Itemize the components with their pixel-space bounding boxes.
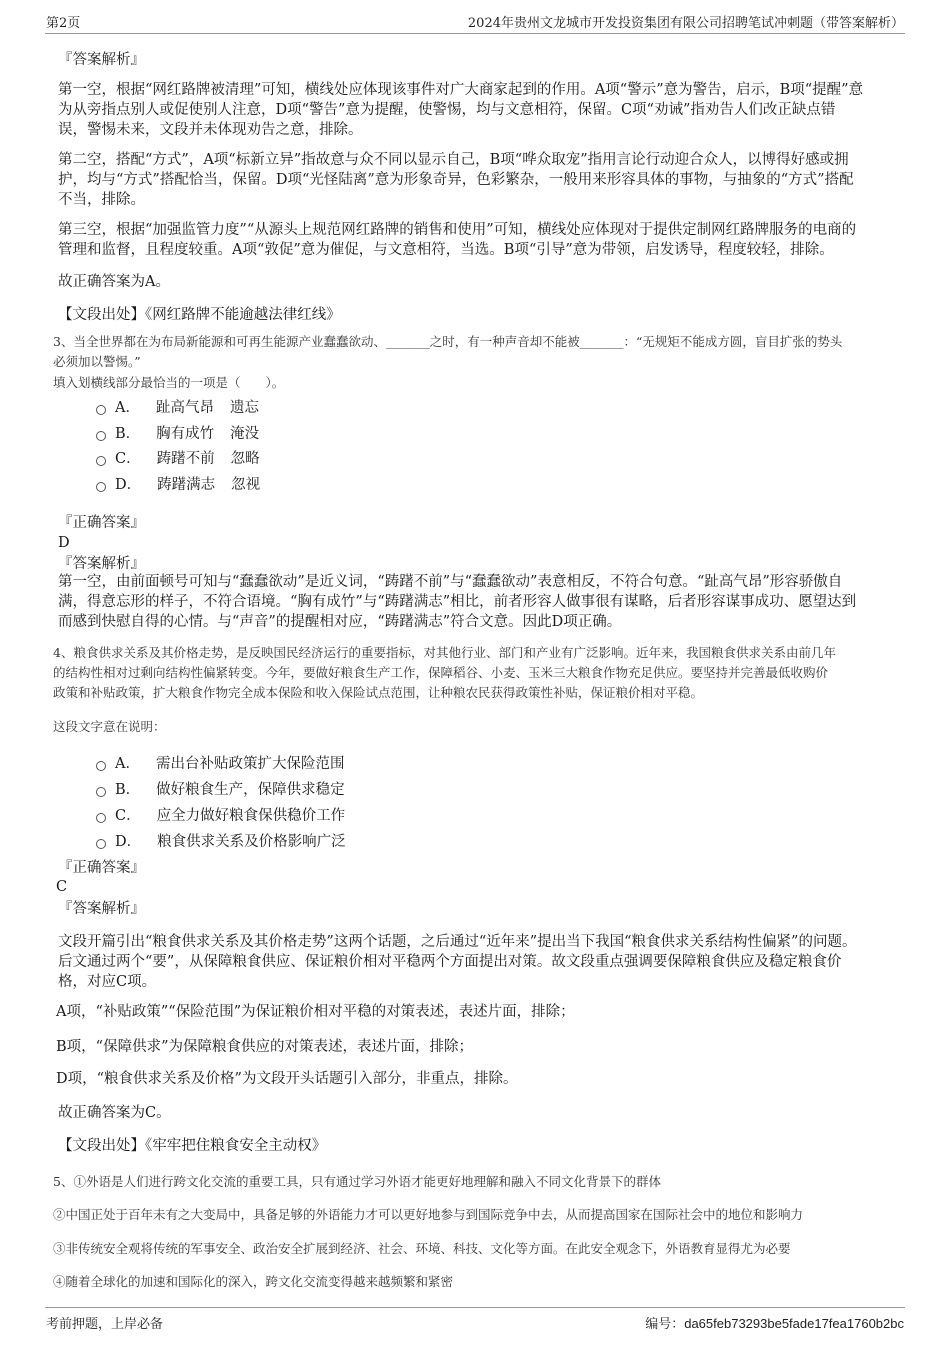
q3-prompt: 填入划横线部分最恰当的一项是（ ）。 [53,375,285,390]
text-line: 格，对应C项。 [58,974,157,990]
analysis-label: 『答案解析』 [58,52,145,68]
document-code [645,1313,904,1332]
option-letter: D． [115,477,142,493]
radio-icon[interactable] [96,456,106,466]
text-line: 第一空，根据“网红路牌被清理”可知，横线处应体现该事件对广大商家起到的作用。A项“警示”意为警告，启示，B项“提醒”意 [58,82,864,98]
header-rule [45,33,905,34]
option-word-2: 忽略 [230,451,260,467]
radio-icon[interactable] [96,482,106,492]
option-word-1: 胸有成竹 [156,426,215,442]
radio-icon[interactable] [96,405,106,415]
text-line: 的结构性相对过剩向结构性偏紧转变。今年，要做好粮食生产工作，保障稻谷、小麦、玉米三大粮食作物充足供应。要坚持并完善最低收购价 [53,665,829,680]
radio-icon[interactable] [96,431,106,441]
q2-analysis-paragraph-3 [58,220,898,260]
q3-option-b[interactable] [96,422,259,443]
radio-icon[interactable] [96,813,106,823]
option-word-2: 遗忘 [229,400,259,416]
text-line: 第一空，由前面顿号可知与“蠢蠢欲动”是近义词，“踌躇不前”与“蠢蠢欲动”表意相反，不符合句意。“趾高气昂”形容骄傲自 [58,574,843,590]
q2-conclusion: 故正确答案为A。 [58,274,170,290]
text-line: 必须加以警惕。” [53,354,141,369]
option-word-1: 踌躇满志 [157,477,216,493]
radio-icon[interactable] [96,839,106,849]
q3-analysis-label: 『答案解析』 [58,556,145,572]
option-text: 应全力做好粮食保供稳价工作 [156,808,346,824]
document-title: 2024年贵州文龙城市开发投资集团有限公司招聘笔试冲刺题（带答案解析） [467,16,904,31]
text-line: 护，均与“方式”搭配恰当，保留。D项“光怪陆离”意为形象奇异，色彩繁杂，一般用来形容具体的事物，与抽象的“方式”搭配 [58,172,854,188]
option-text: 需出台补贴政策扩大保险范围 [155,756,345,772]
text-line: 为从旁指点别人或促使别人注意，D项“警告”意为提醒，使警惕，均与文意相符，保留。C项“劝诫”指劝告人们改正缺点错 [58,102,836,118]
q5-sentence-4: ④随着全球化的加速和国际化的深入，跨文化交流变得越来越频繁和紧密 [53,1274,454,1289]
text-line: 后文通过两个“要”，从保障粮食供应、保证粮价相对平稳两个方面提出对策。故文段重点强调要保障粮食供应及稳定粮食价 [58,954,842,970]
q4-option-c[interactable] [96,804,345,825]
q3-option-d[interactable] [96,473,260,494]
text-line: 政策和补贴政策，扩大粮食作物完全成本保险和收入保险试点范围，让种粮农民获得政策性补贴，保证粮价相对平稳。 [53,685,704,700]
q3-option-a[interactable] [96,396,259,417]
code-value: da65feb73293be5fade17fea1760b2bc [684,1316,904,1331]
text-line: 满，得意忘形的样子，不符合语境。“胸有成竹”与“踌躇满志”相比，前者形容人做事很有谋略，后者形容谋事成功、愿望达到 [58,594,857,610]
text-line: 第二空，搭配“方式”，A项“标新立异”指故意与众不同以显示自己，B项“哗众取宠”指用言论行动迎合众人，以博得好感或拥 [58,152,849,168]
page-number: 第2页 [46,16,81,31]
text-line: 不当，排除。 [58,192,145,208]
q5-sentence-3: ③非传统安全观将传统的军事安全、政治安全扩展到经济、社会、环境、科技、文化等方面。在此安全观念下，外语教育显得尤为必要 [53,1241,791,1256]
q4-option-b[interactable] [96,778,345,799]
q5-sentence-2: ②中国正处于百年未有之大变局中，具备足够的外语能力才可以更好地参与到国际竞争中去，从而提高国家在国际社会中的地位和影响力 [53,1207,804,1222]
text-line: 而感到快慰自得的心情。与“声音”的提醒相对应，“踌躇满志”符合文意。因此D项正确。 [58,614,622,630]
q3-analysis [58,572,898,632]
text-line: 4、粮食供求关系及其价格走势，是反映国民经济运行的重要指标，对其他行业、部门和产业有广泛影响。近年来，我国粮食供求关系由前几年 [53,645,836,660]
q4-stem [53,643,903,703]
option-text: 做好粮食生产，保障供求稳定 [156,782,345,798]
footer-slogan: 考前押题，上岸必备 [46,1317,164,1332]
option-letter: C． [115,808,141,824]
q4-analysis-label: 『答案解析』 [58,901,145,917]
q4-note-a: A项，“补贴政策”“保险范围”为保证粮价相对平稳的对策表述，表述片面，排除； [56,1004,575,1020]
radio-icon[interactable] [96,787,106,797]
radio-icon[interactable] [96,761,106,771]
q5-sentence-1: 5、①外语是人们进行跨文化交流的重要工具，只有通过学习外语才能更好地理解和融入不同文化背景下的群体 [53,1174,661,1189]
q4-answer: C [56,879,68,895]
option-text: 粮食供求关系及价格影响广泛 [157,834,346,850]
code-label: 编号： [645,1317,685,1332]
q3-option-c[interactable] [96,447,260,468]
q4-analysis [58,932,898,992]
q2-analysis-paragraph-2 [58,150,898,210]
option-word-2: 淹没 [230,426,260,442]
text-line: 误，警惕未来，文段并未体现劝告之意，排除。 [58,122,363,138]
text-line: 3、当全世界都在为布局新能源和可再生能源产业蠢蠢欲动、_______之时，有一种声音却不能被_______：“无规矩不能成方圆，盲目扩张的势头 [53,334,843,349]
option-letter: C． [115,451,141,467]
text-line: 文段开篇引出“粮食供求关系及其价格走势”这两个话题，之后通过“近年来”提出当下我国“粮食供求关系结构性偏紧”的问题。 [58,934,857,950]
q2-source: 【文段出处】《网红路牌不能逾越法律红线》 [58,307,341,323]
text-line: 管理和监督，且程度较重。A项“敦促”意为催促，与文意相符，当选。B项“引导”意为带领，启发诱导，程度较轻，排除。 [58,242,834,258]
q4-prompt: 这段文字意在说明： [53,719,166,734]
footer-rule [45,1307,905,1308]
option-word-2: 忽视 [231,477,261,493]
q4-option-d[interactable] [96,830,346,851]
option-letter: A． [115,756,140,772]
q4-source: 【文段出处】《牢牢把住粮食安全主动权》 [58,1138,327,1154]
option-word-1: 趾高气昂 [155,400,214,416]
q4-answer-label: 『正确答案』 [58,860,145,876]
option-letter: B． [115,426,141,442]
q4-note-d: D项，“粮食供求关系及价格”为文段开头话题引入部分，非重点，排除。 [56,1071,518,1087]
q2-analysis-paragraph-1 [58,80,898,140]
q3-stem [53,332,903,372]
option-letter: A． [115,400,140,416]
option-word-1: 踌躇不前 [156,451,215,467]
q4-note-b: B项，“保障供求”为保障粮食供应的对策表述，表述片面，排除； [56,1039,473,1055]
q3-answer: D [58,535,70,551]
option-letter: D． [115,834,142,850]
q4-option-a[interactable] [96,752,344,773]
q3-answer-label: 『正确答案』 [58,515,145,531]
option-letter: B． [115,782,141,798]
text-line: 第三空，根据“加强监管力度”“从源头上规范网红路牌的销售和使用”可知，横线处应体现对于提供定制网红路牌服务的电商的 [58,222,857,238]
q4-conclusion: 故正确答案为C。 [58,1105,171,1121]
